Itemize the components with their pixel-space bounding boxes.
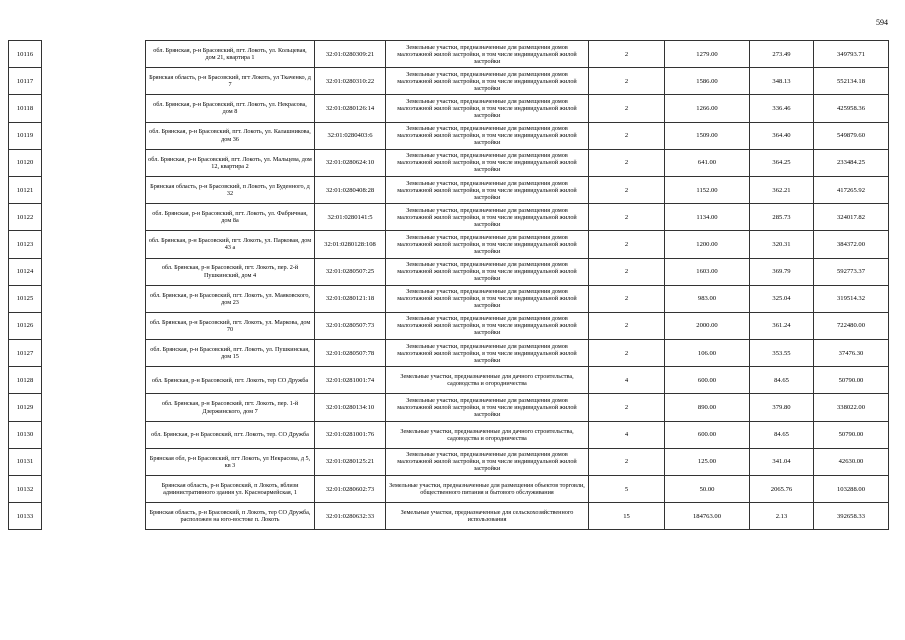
cell-land-purpose: Земельные участки, предназначенные для дачного строительства, садоводства и огородничества bbox=[386, 421, 589, 448]
cell-cadastral-value: 592773.37 bbox=[814, 258, 889, 285]
cell-address: обл. Брянская, р-н Брасовский, пгт. Локоть, ул. Пушкинская, дом 15 bbox=[146, 340, 315, 367]
cell-group: 4 bbox=[589, 421, 665, 448]
cell-land-purpose: Земельные участки, предназначенные для размещения домов малоэтажной жилой застройки, в том числе индивидуальной жилой застройки bbox=[386, 340, 589, 367]
cell-row-number: 10127 bbox=[9, 340, 42, 367]
cell-land-purpose: Земельные участки, предназначенные для размещения домов малоэтажной жилой застройки, в том числе индивидуальной жилой застройки bbox=[386, 448, 589, 475]
cell-cadastral-number: 32:01:0281001:76 bbox=[315, 421, 386, 448]
cell-area: 600.00 bbox=[665, 367, 750, 394]
cell-empty bbox=[42, 258, 146, 285]
table-row bbox=[9, 204, 889, 231]
table-row bbox=[9, 258, 889, 285]
cell-specific-value: 2065.76 bbox=[750, 476, 814, 503]
cell-group: 2 bbox=[589, 122, 665, 149]
cell-land-purpose: Земельные участки, предназначенные для размещения домов малоэтажной жилой застройки, в том числе индивидуальной жилой застройки bbox=[386, 258, 589, 285]
cell-empty bbox=[42, 448, 146, 475]
cell-group: 2 bbox=[589, 204, 665, 231]
cell-area: 1603.00 bbox=[665, 258, 750, 285]
cell-cadastral-number: 32:01:0280310:22 bbox=[315, 68, 386, 95]
cell-area: 1279.00 bbox=[665, 41, 750, 68]
cell-area: 1152.00 bbox=[665, 176, 750, 203]
cell-area: 50.00 bbox=[665, 476, 750, 503]
cell-cadastral-number: 32:01:0280632:33 bbox=[315, 503, 386, 530]
cell-area: 2000.00 bbox=[665, 312, 750, 339]
cell-specific-value: 2.13 bbox=[750, 503, 814, 530]
cell-address: обл. Брянская, р-н Брасовский, пгт. Локоть, тер. СО Дружба bbox=[146, 421, 315, 448]
cell-area: 1200.00 bbox=[665, 231, 750, 258]
cell-cadastral-value: 384372.00 bbox=[814, 231, 889, 258]
cell-cadastral-number: 32:01:0280403:6 bbox=[315, 122, 386, 149]
cell-address: обл. Брянская, р-н Брасовский, пгт. Локоть, ул. Фабричная, дом 8а bbox=[146, 204, 315, 231]
land-cadastral-table bbox=[8, 40, 889, 530]
cell-empty bbox=[42, 367, 146, 394]
cell-empty bbox=[42, 285, 146, 312]
cell-row-number: 10131 bbox=[9, 448, 42, 475]
cell-address: Брянская область, р-н Брасовский, п Локоть, ул Буденного, д 32 bbox=[146, 176, 315, 203]
cell-cadastral-value: 37476.30 bbox=[814, 340, 889, 367]
cell-row-number: 10125 bbox=[9, 285, 42, 312]
cell-specific-value: 379.80 bbox=[750, 394, 814, 421]
table-row bbox=[9, 448, 889, 475]
cell-cadastral-value: 425958.36 bbox=[814, 95, 889, 122]
cell-row-number: 10128 bbox=[9, 367, 42, 394]
cell-cadastral-value: 103288.00 bbox=[814, 476, 889, 503]
cell-land-purpose: Земельные участки, предназначенные для размещения домов малоэтажной жилой застройки, в том числе индивидуальной жилой застройки bbox=[386, 95, 589, 122]
cell-empty bbox=[42, 122, 146, 149]
cell-empty bbox=[42, 68, 146, 95]
cell-row-number: 10124 bbox=[9, 258, 42, 285]
cell-group: 2 bbox=[589, 394, 665, 421]
cell-cadastral-number: 32:01:0280507:78 bbox=[315, 340, 386, 367]
cell-empty bbox=[42, 231, 146, 258]
cell-group: 2 bbox=[589, 176, 665, 203]
table-row bbox=[9, 176, 889, 203]
cell-land-purpose: Земельные участки, предназначенные для размещения домов малоэтажной жилой застройки, в том числе индивидуальной жилой застройки bbox=[386, 312, 589, 339]
cell-land-purpose: Земельные участки, предназначенные для размещения домов малоэтажной жилой застройки, в том числе индивидуальной жилой застройки bbox=[386, 149, 589, 176]
table-row bbox=[9, 231, 889, 258]
cell-group: 4 bbox=[589, 367, 665, 394]
cell-row-number: 10126 bbox=[9, 312, 42, 339]
cell-specific-value: 273.49 bbox=[750, 41, 814, 68]
cell-cadastral-value: 42630.00 bbox=[814, 448, 889, 475]
cell-land-purpose: Земельные участки, предназначенные для сельскохозяйственного использования bbox=[386, 503, 589, 530]
cell-cadastral-number: 32:01:0280602:73 bbox=[315, 476, 386, 503]
cell-specific-value: 361.24 bbox=[750, 312, 814, 339]
cell-cadastral-value: 349793.71 bbox=[814, 41, 889, 68]
cell-group: 2 bbox=[589, 95, 665, 122]
cell-cadastral-value: 233484.25 bbox=[814, 149, 889, 176]
cell-address: обл. Брянская, р-н Брасовский, пгт. Локоть, ул. Калашникова, дом 36 bbox=[146, 122, 315, 149]
cell-row-number: 10122 bbox=[9, 204, 42, 231]
cell-empty bbox=[42, 95, 146, 122]
cell-cadastral-number: 32:01:0280309:21 bbox=[315, 41, 386, 68]
cell-address: Брянская обл, р-н Брасовский, пгт Локоть, ул Некрасова, д 5, кв 3 bbox=[146, 448, 315, 475]
cell-group: 2 bbox=[589, 258, 665, 285]
cell-group: 2 bbox=[589, 340, 665, 367]
cell-specific-value: 341.04 bbox=[750, 448, 814, 475]
table-row bbox=[9, 503, 889, 530]
cell-specific-value: 369.79 bbox=[750, 258, 814, 285]
cell-cadastral-value: 319514.32 bbox=[814, 285, 889, 312]
cell-area: 184763.00 bbox=[665, 503, 750, 530]
cell-specific-value: 84.65 bbox=[750, 421, 814, 448]
cell-address: Брянская область, р-н Брасовский, п Локоть, вблизи административного здания ул. Красноармейская, 1 bbox=[146, 476, 315, 503]
cell-address: обл. Брянская, р-н Брасовский, пгт. Локоть, ул. Маяковского, дом 23 bbox=[146, 285, 315, 312]
cell-cadastral-number: 32:01:0280134:10 bbox=[315, 394, 386, 421]
cell-cadastral-number: 32:01:0280121:18 bbox=[315, 285, 386, 312]
table-row bbox=[9, 421, 889, 448]
cell-cadastral-value: 324017.82 bbox=[814, 204, 889, 231]
cell-cadastral-number: 32:01:0280125:21 bbox=[315, 448, 386, 475]
table-row bbox=[9, 41, 889, 68]
cell-area: 983.00 bbox=[665, 285, 750, 312]
cell-row-number: 10118 bbox=[9, 95, 42, 122]
cell-specific-value: 285.73 bbox=[750, 204, 814, 231]
cell-cadastral-value: 338022.00 bbox=[814, 394, 889, 421]
cell-empty bbox=[42, 176, 146, 203]
cell-row-number: 10129 bbox=[9, 394, 42, 421]
cell-empty bbox=[42, 312, 146, 339]
cell-row-number: 10120 bbox=[9, 149, 42, 176]
table-row bbox=[9, 367, 889, 394]
cell-address: обл. Брянская, р-н Брасовский, пгт. Локоть, пер. 1-й Дзержинского, дом 7 bbox=[146, 394, 315, 421]
page-number: 594 bbox=[876, 18, 888, 27]
cell-area: 641.00 bbox=[665, 149, 750, 176]
cell-cadastral-number: 32:01:0280408:28 bbox=[315, 176, 386, 203]
cell-cadastral-number: 32:01:0281001:74 bbox=[315, 367, 386, 394]
cell-address: обл. Брянская, р-н Брасовский, пгт. Локоть, ул. Мальцева, дом 12, квартира 2 bbox=[146, 149, 315, 176]
cell-row-number: 10132 bbox=[9, 476, 42, 503]
table-row bbox=[9, 122, 889, 149]
cell-land-purpose: Земельные участки, предназначенные для дачного строительства, садоводства и огородничества bbox=[386, 367, 589, 394]
cell-row-number: 10116 bbox=[9, 41, 42, 68]
cell-group: 2 bbox=[589, 231, 665, 258]
cell-empty bbox=[42, 340, 146, 367]
cell-row-number: 10117 bbox=[9, 68, 42, 95]
cell-specific-value: 348.13 bbox=[750, 68, 814, 95]
cell-cadastral-number: 32:01:0280507:73 bbox=[315, 312, 386, 339]
cell-address: Брянская область, р-н Брасовский, пгт Локоть, ул Ткаченко, д 7 bbox=[146, 68, 315, 95]
cell-empty bbox=[42, 503, 146, 530]
cell-area: 600.00 bbox=[665, 421, 750, 448]
cell-row-number: 10123 bbox=[9, 231, 42, 258]
cell-cadastral-number: 32:01:0280141:5 bbox=[315, 204, 386, 231]
cell-address: обл. Брянская, р-н Брасовский, пгт. Локоть, ул. Кольцевая, дом 21, квартира 1 bbox=[146, 41, 315, 68]
cell-specific-value: 353.55 bbox=[750, 340, 814, 367]
table-row bbox=[9, 394, 889, 421]
cell-group: 2 bbox=[589, 285, 665, 312]
cell-land-purpose: Земельные участки, предназначенные для размещения домов малоэтажной жилой застройки, в том числе индивидуальной жилой застройки bbox=[386, 204, 589, 231]
cell-specific-value: 320.31 bbox=[750, 231, 814, 258]
cell-address: обл. Брянская, р-н Брасовский, пгт. Локоть, пер. 2-й Пушкинский, дом 4 bbox=[146, 258, 315, 285]
cell-cadastral-value: 50790.00 bbox=[814, 421, 889, 448]
cell-empty bbox=[42, 41, 146, 68]
cell-land-purpose: Земельные участки, предназначенные для размещения домов малоэтажной жилой застройки, в том числе индивидуальной жилой застройки bbox=[386, 285, 589, 312]
cell-area: 1586.00 bbox=[665, 68, 750, 95]
cell-cadastral-value: 722480.00 bbox=[814, 312, 889, 339]
cell-cadastral-value: 417265.92 bbox=[814, 176, 889, 203]
cell-land-purpose: Земельные участки, предназначенные для размещения домов малоэтажной жилой застройки, в том числе индивидуальной жилой застройки bbox=[386, 394, 589, 421]
cell-row-number: 10121 bbox=[9, 176, 42, 203]
table-row bbox=[9, 312, 889, 339]
cell-empty bbox=[42, 476, 146, 503]
cell-area: 890.00 bbox=[665, 394, 750, 421]
table-row bbox=[9, 285, 889, 312]
cell-group: 2 bbox=[589, 312, 665, 339]
cell-land-purpose: Земельные участки, предназначенные для размещения домов малоэтажной жилой застройки, в том числе индивидуальной жилой застройки bbox=[386, 122, 589, 149]
cell-specific-value: 364.40 bbox=[750, 122, 814, 149]
cell-specific-value: 364.25 bbox=[750, 149, 814, 176]
cell-group: 2 bbox=[589, 41, 665, 68]
cell-group: 2 bbox=[589, 149, 665, 176]
cell-address: Брянская область, р-н Брасовский, п Локоть, тер СО Дружба, расположен на юго-востоке п. Локоть bbox=[146, 503, 315, 530]
cell-row-number: 10119 bbox=[9, 122, 42, 149]
cell-cadastral-number: 32:01:0280126:14 bbox=[315, 95, 386, 122]
cell-empty bbox=[42, 421, 146, 448]
table-row bbox=[9, 149, 889, 176]
cell-specific-value: 325.04 bbox=[750, 285, 814, 312]
cell-cadastral-number: 32:01:0280507:25 bbox=[315, 258, 386, 285]
cell-land-purpose: Земельные участки, предназначенные для размещения объектов торговли, общественного питания и бытового обслуживания bbox=[386, 476, 589, 503]
table-row bbox=[9, 68, 889, 95]
cell-group: 2 bbox=[589, 68, 665, 95]
table-row bbox=[9, 340, 889, 367]
cell-cadastral-number: 32:01:0280128:108 bbox=[315, 231, 386, 258]
cell-area: 106.00 bbox=[665, 340, 750, 367]
cell-row-number: 10130 bbox=[9, 421, 42, 448]
cell-group: 2 bbox=[589, 448, 665, 475]
cell-empty bbox=[42, 204, 146, 231]
cell-land-purpose: Земельные участки, предназначенные для размещения домов малоэтажной жилой застройки, в том числе индивидуальной жилой застройки bbox=[386, 176, 589, 203]
cell-specific-value: 84.65 bbox=[750, 367, 814, 394]
cell-address: обл. Брянская, р-н Брасовский, пгт. Локоть, ул. Маркова, дом 70 bbox=[146, 312, 315, 339]
cell-land-purpose: Земельные участки, предназначенные для размещения домов малоэтажной жилой застройки, в том числе индивидуальной жилой застройки bbox=[386, 231, 589, 258]
cell-specific-value: 336.46 bbox=[750, 95, 814, 122]
cell-row-number: 10133 bbox=[9, 503, 42, 530]
cell-address: обл. Брянская, р-н Брасовский, пгт. Локоть, тер СО Дружба bbox=[146, 367, 315, 394]
cell-land-purpose: Земельные участки, предназначенные для размещения домов малоэтажной жилой застройки, в том числе индивидуальной жилой застройки bbox=[386, 41, 589, 68]
cell-empty bbox=[42, 149, 146, 176]
cell-address: обл. Брянская, р-н Брасовский, пгт. Локоть, ул. Некрасова, дом 8 bbox=[146, 95, 315, 122]
cell-area: 1266.00 bbox=[665, 95, 750, 122]
cell-empty bbox=[42, 394, 146, 421]
cell-area: 1134.00 bbox=[665, 204, 750, 231]
cell-cadastral-value: 50790.00 bbox=[814, 367, 889, 394]
cell-land-purpose: Земельные участки, предназначенные для размещения домов малоэтажной жилой застройки, в том числе индивидуальной жилой застройки bbox=[386, 68, 589, 95]
cell-area: 125.00 bbox=[665, 448, 750, 475]
table-row bbox=[9, 95, 889, 122]
cell-address: обл. Брянская, р-н Брасовский, пгт. Локоть, ул. Парковая, дом 43 а bbox=[146, 231, 315, 258]
cell-cadastral-value: 549879.60 bbox=[814, 122, 889, 149]
table-row bbox=[9, 476, 889, 503]
cell-group: 15 bbox=[589, 503, 665, 530]
cell-area: 1509.00 bbox=[665, 122, 750, 149]
cell-cadastral-number: 32:01:0280624:10 bbox=[315, 149, 386, 176]
cell-specific-value: 362.21 bbox=[750, 176, 814, 203]
cell-cadastral-value: 392658.33 bbox=[814, 503, 889, 530]
cell-cadastral-value: 552134.18 bbox=[814, 68, 889, 95]
cell-group: 5 bbox=[589, 476, 665, 503]
